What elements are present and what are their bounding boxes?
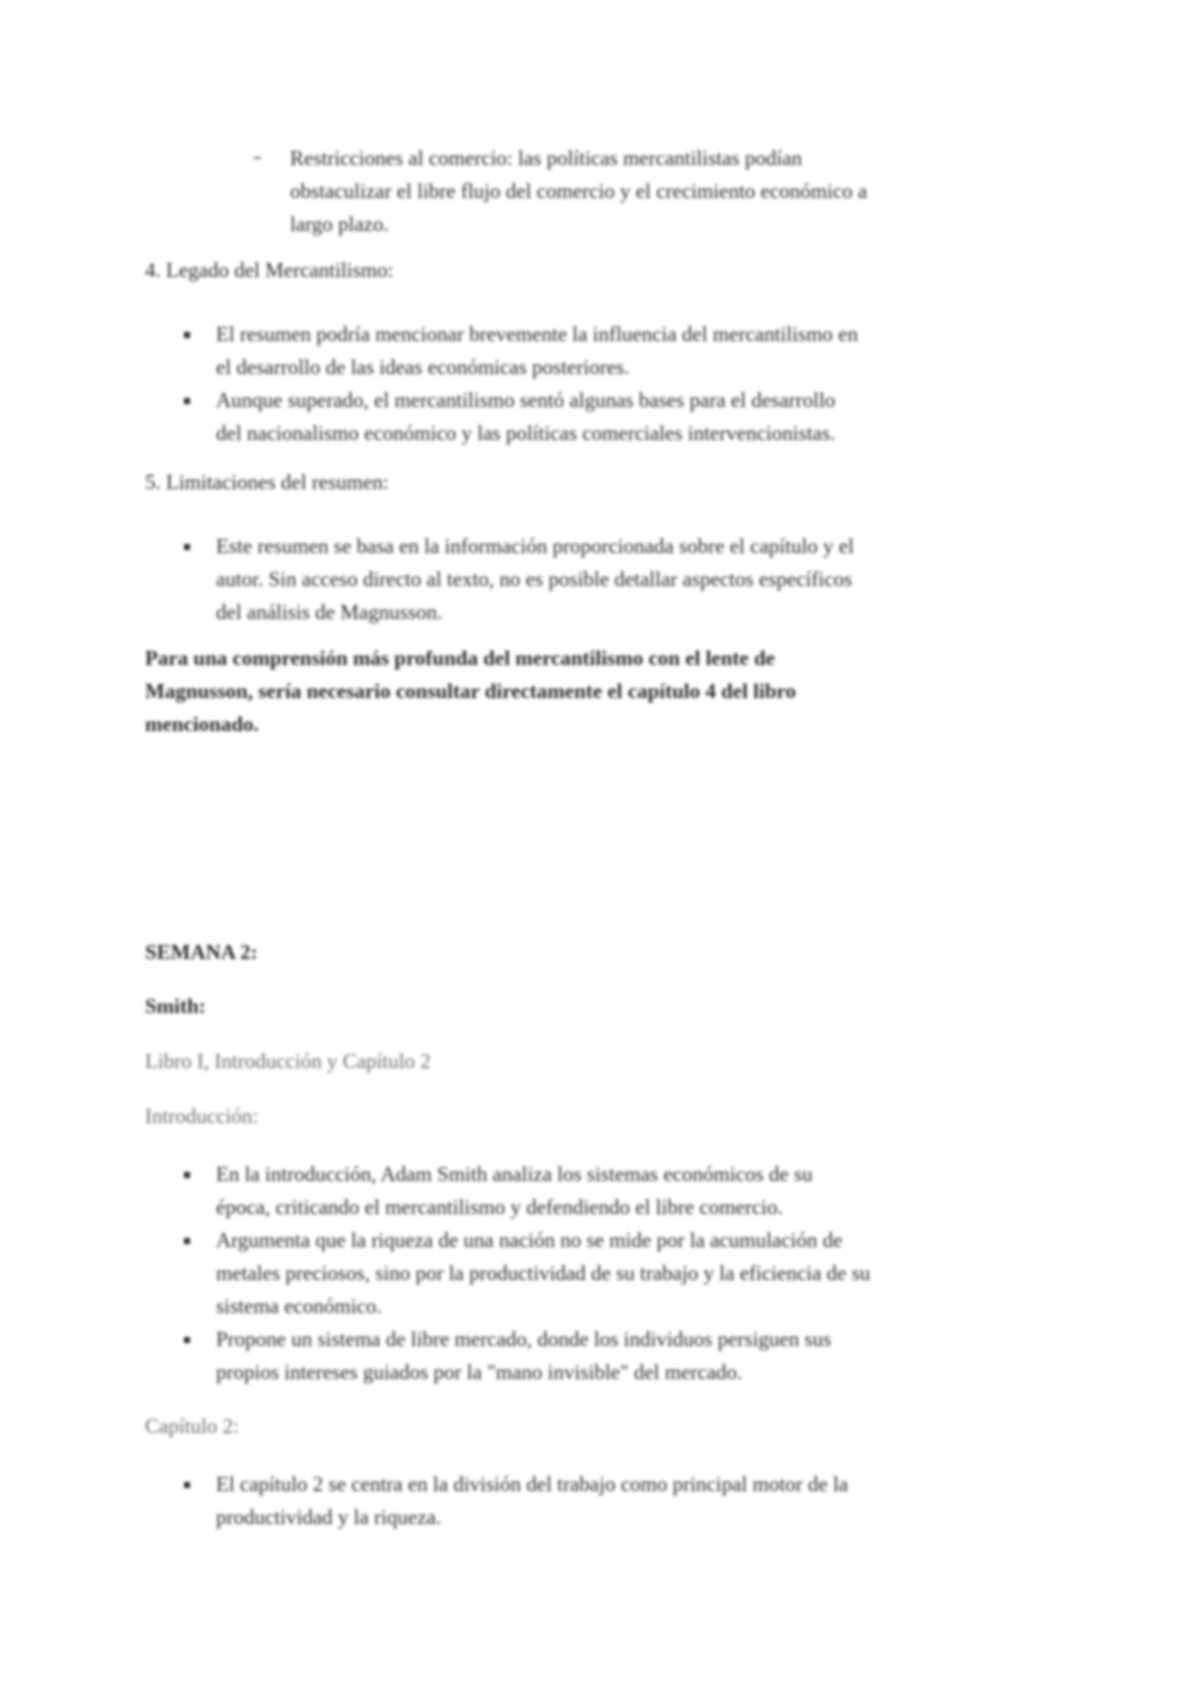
list-item (180, 318, 1060, 384)
section-heading (145, 466, 1065, 499)
chapter-2-list (180, 1468, 1060, 1534)
paragraph-line: mencionado. (145, 712, 259, 736)
list-item-line: propios intereses guiados por la "mano invisible" del mercado. (216, 1360, 743, 1384)
list-item (180, 1468, 1060, 1534)
list-item-line: del análisis de Magnusson. (216, 600, 443, 624)
list-item-line: el desarrollo de las ideas económicas posteriores. (216, 355, 630, 379)
book-title (145, 1045, 1065, 1078)
list-item-line: autor. Sin acceso directo al texto, no es posible detallar aspectos específicos (216, 567, 853, 591)
intro-list (180, 1158, 1060, 1389)
section-4-heading: 4. Legado del Mercantilismo: (145, 258, 394, 282)
list-item-line: del nacionalismo económico y las políticas comerciales intervencionistas. (216, 421, 836, 445)
intro-heading (145, 1100, 1065, 1133)
list-item (180, 530, 1060, 629)
paragraph-line: Magnusson, sería necesario consultar directamente el capítulo 4 del libro (145, 679, 796, 703)
list-item-line: metales preciosos, sino por la productividad de su trabajo y la eficiencia de su (216, 1261, 871, 1285)
restrictions-subitem-list (250, 142, 1050, 241)
list-item-line: largo plazo. (290, 212, 389, 236)
book-title-text: Libro I, Introducción y Capítulo 2 (145, 1049, 431, 1073)
list-item-line: Propone un sistema de libre mercado, donde los individuos persiguen sus (216, 1327, 832, 1351)
list-item-line: productividad y la riqueza. (216, 1505, 442, 1529)
week-heading: SEMANA 2: (145, 940, 258, 964)
paragraph-line: Para una comprensión más profunda del mercantilismo con el lente de (145, 646, 775, 670)
list-item-line: Aunque superado, el mercantilismo sentó algunas bases para el desarrollo (216, 388, 836, 412)
list-item (180, 1323, 1060, 1389)
list-item-line: El resumen podría mencionar brevemente la influencia del mercantilismo en (216, 322, 858, 346)
list-item-line: época, criticando el mercantilismo y defendiendo el libre comercio. (216, 1195, 783, 1219)
list-item (180, 384, 1060, 450)
list-item-line: Restricciones al comercio: las políticas mercantilistas podían (290, 146, 803, 170)
list-item-line: El capítulo 2 se centra en la división del trabajo como principal motor de la (216, 1472, 849, 1496)
list-item-line: En la introducción, Adam Smith analiza los sistemas económicos de su (216, 1162, 813, 1186)
list-item-line: obstaculizar el libre flujo del comercio y el crecimiento económico a (290, 179, 868, 203)
list-item (180, 1158, 1060, 1224)
author-heading: Smith: (145, 994, 206, 1018)
closing-paragraph (145, 642, 1065, 741)
section-5-list (180, 530, 1060, 629)
section-5-heading: 5. Limitaciones del resumen: (145, 470, 389, 494)
list-item-line: sistema económico. (216, 1294, 382, 1318)
author-label (145, 990, 1065, 1023)
chapter-2-heading-text: Capítulo 2: (145, 1414, 239, 1438)
list-item (180, 1224, 1060, 1323)
list-item (250, 142, 1050, 241)
list-item-line: Este resumen se basa en la información proporcionada sobre el capítulo y el (216, 534, 854, 558)
intro-heading-text: Introducción: (145, 1104, 259, 1128)
list-item-line: Argumenta que la riqueza de una nación no se mide por la acumulación de (216, 1228, 843, 1252)
section-4-list (180, 318, 1060, 450)
section-heading (145, 254, 1065, 287)
chapter-2-heading (145, 1410, 1065, 1443)
week-label (145, 936, 1065, 969)
